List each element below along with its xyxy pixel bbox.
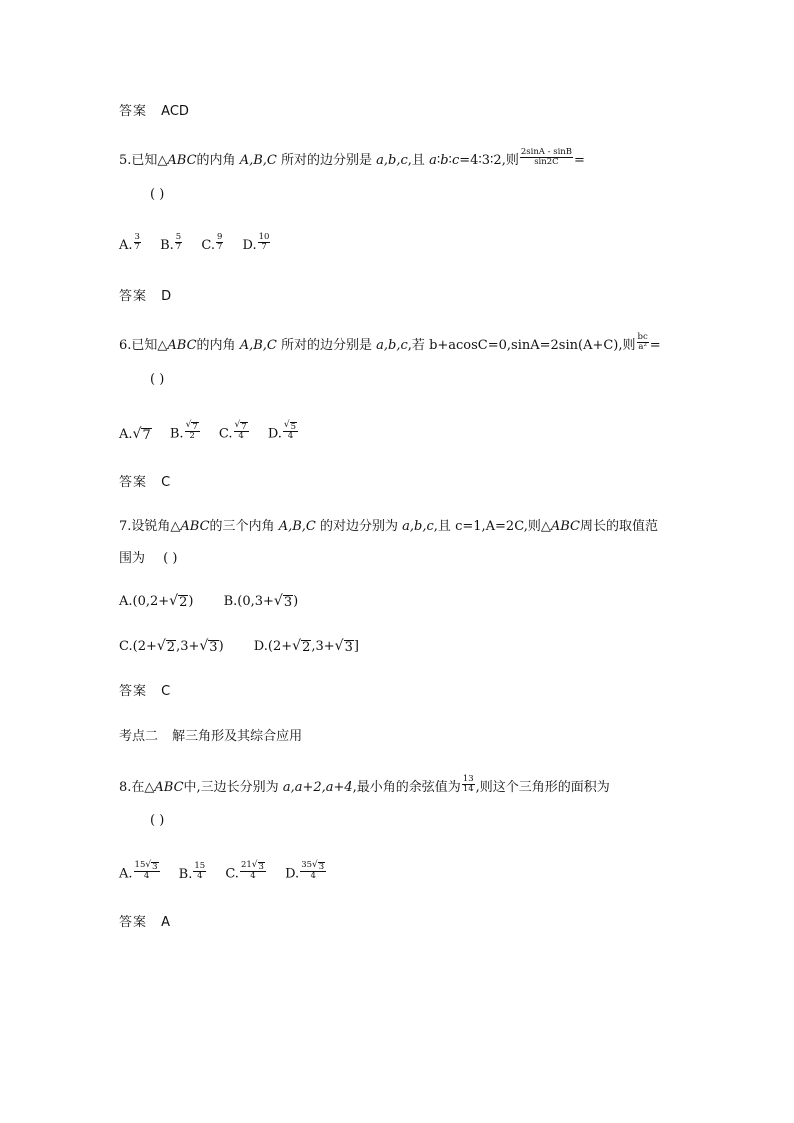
triangle-name: ABC bbox=[180, 519, 210, 534]
radicand: 2 bbox=[179, 595, 188, 610]
fraction-numerator: bc bbox=[637, 332, 648, 342]
option-d bbox=[267, 420, 299, 445]
answer-line-8 bbox=[119, 913, 170, 933]
stem-text: ,则这个三角形的面积为 bbox=[475, 780, 610, 795]
triangle-name: ABC bbox=[550, 519, 580, 534]
option-label: D. bbox=[253, 639, 268, 654]
option-label: B. bbox=[223, 594, 238, 609]
option-b bbox=[224, 592, 299, 612]
answer-value: C bbox=[161, 684, 171, 699]
radicand: 2 bbox=[302, 640, 311, 655]
sqrt-expression bbox=[252, 861, 265, 871]
option-c bbox=[201, 232, 224, 256]
ratio-sep: ∶ bbox=[448, 153, 452, 168]
fraction-numerator: 3 bbox=[134, 232, 140, 242]
stem-text: 所对的边分别是 bbox=[281, 153, 373, 168]
answer-label: 答案 bbox=[119, 104, 148, 119]
option-text: (0,3+ bbox=[237, 594, 274, 609]
fraction-denominator: 4 bbox=[250, 871, 256, 881]
section-subtitle: 解三角形及其综合应用 bbox=[172, 729, 303, 744]
fraction-expression bbox=[462, 775, 475, 794]
option-text: (2+ bbox=[267, 639, 293, 654]
stem-text: 的内角 bbox=[196, 338, 236, 353]
fraction-numerator: 2sinA - sinB bbox=[520, 147, 573, 157]
stem-text: 已知△ bbox=[131, 338, 168, 353]
ratio-values: =4∶3∶2,则 bbox=[459, 153, 519, 168]
radical-icon: √ bbox=[156, 638, 166, 654]
option-fraction bbox=[185, 421, 200, 441]
coefficient: 21 bbox=[240, 860, 252, 870]
fraction-denominator: 4 bbox=[197, 870, 203, 881]
fraction-denominator: 4 bbox=[310, 871, 316, 881]
option-fraction bbox=[175, 233, 182, 252]
radicand: 3 bbox=[344, 640, 353, 655]
option-label: A. bbox=[119, 866, 133, 882]
question-number: 7. bbox=[119, 519, 132, 534]
option-fraction bbox=[216, 233, 223, 252]
radicand: 3 bbox=[283, 595, 293, 610]
option-a bbox=[119, 592, 193, 612]
fraction-denominator: 2 bbox=[189, 431, 195, 441]
option-fraction bbox=[134, 233, 141, 252]
section-heading bbox=[119, 727, 302, 747]
sides: a,b,c bbox=[376, 338, 408, 353]
radical-icon: √ bbox=[292, 638, 302, 654]
radicand: 5 bbox=[290, 422, 297, 432]
option-text: ,3+ bbox=[176, 639, 200, 654]
angles: A,B,C bbox=[278, 519, 316, 534]
option-label: B. bbox=[178, 866, 193, 882]
radical-icon: √ bbox=[273, 593, 283, 609]
sqrt-expression bbox=[292, 639, 311, 654]
option-fraction bbox=[234, 421, 249, 441]
section-title: 考点二 bbox=[119, 729, 159, 744]
sqrt-expression bbox=[145, 861, 158, 871]
option-label: C. bbox=[225, 866, 239, 882]
condition: c=1,A=2C bbox=[455, 519, 524, 534]
answer-line-5 bbox=[119, 287, 171, 307]
option-label: B. bbox=[160, 238, 174, 253]
option-d bbox=[254, 637, 359, 657]
stem-text: ,则 bbox=[618, 338, 636, 353]
radical-icon: √ bbox=[169, 593, 179, 609]
radical-icon: √ bbox=[199, 638, 209, 654]
question-8-stem bbox=[119, 774, 610, 798]
answer-label: 答案 bbox=[119, 475, 148, 490]
question-7-options-row1 bbox=[119, 592, 312, 612]
answer-value: A bbox=[161, 915, 171, 930]
coefficient: 15 bbox=[134, 860, 146, 870]
sqrt-expression bbox=[284, 421, 297, 431]
question-6-stem bbox=[119, 332, 661, 356]
option-fraction bbox=[240, 861, 266, 881]
option-fraction bbox=[134, 861, 160, 881]
option-d bbox=[285, 860, 327, 885]
question-6-options bbox=[119, 420, 313, 445]
option-label: C. bbox=[218, 426, 233, 442]
stem-text: 的对边分别为 bbox=[320, 519, 399, 534]
stem-text: 已知△ bbox=[131, 153, 168, 168]
stem-text: ,且 bbox=[433, 519, 451, 534]
radicand: 3 bbox=[318, 862, 325, 872]
sqrt-expression bbox=[133, 427, 152, 442]
fraction-denominator: a² bbox=[638, 342, 647, 352]
answer-blank: ( ) bbox=[163, 551, 178, 566]
sides: a,a+2,a+4 bbox=[282, 780, 353, 795]
question-7-stem-line2 bbox=[119, 549, 177, 569]
question-7-options-row2 bbox=[119, 637, 373, 657]
stem-text: ,且 bbox=[407, 153, 425, 168]
radical-icon: √ bbox=[234, 420, 241, 430]
ratio-a: a bbox=[429, 153, 437, 168]
fraction-numerator: 15 bbox=[194, 860, 206, 871]
question-5-stem bbox=[119, 147, 585, 171]
fraction-denominator: 4 bbox=[287, 431, 294, 441]
option-label: A. bbox=[119, 426, 133, 442]
option-text: ,3+ bbox=[311, 639, 335, 654]
question-8-options bbox=[119, 860, 341, 885]
option-a bbox=[119, 860, 161, 885]
radical-icon: √ bbox=[185, 420, 192, 430]
sqrt-expression bbox=[199, 639, 218, 654]
fraction-denominator: 14 bbox=[462, 784, 474, 794]
option-fraction bbox=[300, 861, 326, 881]
radicand: 3 bbox=[258, 862, 264, 872]
option-fraction bbox=[193, 862, 206, 881]
sqrt-expression bbox=[186, 421, 199, 431]
answer-blank: ( ) bbox=[150, 372, 165, 387]
radical-icon: √ bbox=[283, 420, 290, 430]
radical-icon: √ bbox=[132, 425, 142, 442]
triangle-name: ABC bbox=[167, 153, 197, 168]
stem-text: 的三个内角 bbox=[209, 519, 275, 534]
radicand: 3 bbox=[209, 640, 218, 655]
answer-label: 答案 bbox=[119, 289, 148, 304]
stem-text: 所对的边分别是 bbox=[281, 338, 373, 353]
option-text: ) bbox=[218, 639, 224, 654]
fraction-denominator: 7 bbox=[261, 242, 267, 252]
triangle-name: ABC bbox=[167, 338, 197, 353]
answer-line-6 bbox=[119, 473, 170, 493]
stem-text: ,则△ bbox=[523, 519, 551, 534]
sqrt-expression bbox=[274, 594, 293, 609]
question-number: 6. bbox=[119, 338, 132, 353]
angles: A,B,C bbox=[239, 153, 277, 168]
option-label: D. bbox=[285, 866, 300, 882]
fraction-denominator: 7 bbox=[175, 242, 182, 252]
option-fraction bbox=[258, 233, 271, 252]
stem-text: ,最小角的余弦值为 bbox=[352, 780, 461, 795]
answer-value: C bbox=[161, 475, 171, 490]
answer-line-4 bbox=[119, 102, 189, 122]
condition: b+acosC=0,sinA=2sin(A+C) bbox=[429, 338, 619, 353]
option-fraction bbox=[283, 421, 298, 441]
option-text: ) bbox=[188, 594, 194, 609]
option-text: ) bbox=[293, 594, 299, 609]
option-c bbox=[225, 860, 267, 885]
equals-sign: = bbox=[574, 153, 585, 168]
answer-blank: ( ) bbox=[150, 187, 165, 202]
fraction-denominator: 7 bbox=[134, 242, 140, 252]
option-a bbox=[119, 232, 142, 256]
stem-text: 的内角 bbox=[196, 153, 236, 168]
option-c bbox=[218, 420, 250, 445]
fraction-denominator: 7 bbox=[216, 242, 223, 252]
fraction-denominator: 4 bbox=[238, 431, 244, 441]
stem-text: 中,三边长分别为 bbox=[183, 780, 279, 795]
option-b bbox=[160, 232, 183, 256]
radicand: 7 bbox=[241, 422, 247, 432]
fraction-numerator: 10 bbox=[258, 232, 270, 242]
answer-value: ACD bbox=[161, 104, 189, 119]
option-label: A. bbox=[119, 238, 133, 253]
sides: a,b,c bbox=[376, 153, 408, 168]
sqrt-expression bbox=[157, 639, 176, 654]
option-label: C. bbox=[201, 238, 215, 253]
fraction-expression bbox=[520, 148, 573, 167]
sqrt-expression bbox=[235, 421, 248, 431]
angles: A,B,C bbox=[239, 338, 277, 353]
sqrt-expression bbox=[335, 639, 354, 654]
radical-icon: √ bbox=[334, 638, 344, 654]
fraction-numerator: 13 bbox=[462, 774, 474, 784]
option-c bbox=[119, 637, 224, 657]
option-label: A. bbox=[119, 594, 133, 609]
option-text: ] bbox=[353, 639, 359, 654]
option-d bbox=[242, 232, 272, 256]
fraction-expression bbox=[637, 333, 649, 352]
equals-sign: = bbox=[649, 338, 661, 353]
stem-text: 设锐角△ bbox=[131, 519, 181, 534]
stem-text: 围为 bbox=[119, 551, 146, 566]
option-a bbox=[119, 425, 152, 445]
fraction-numerator: 5 bbox=[175, 232, 182, 242]
ratio-b: b bbox=[440, 153, 449, 168]
radical-icon: √ bbox=[145, 860, 152, 870]
sides: a,b,c bbox=[402, 519, 434, 534]
radicand: 7 bbox=[192, 422, 198, 432]
radicand: 2 bbox=[166, 640, 176, 655]
answer-line-7 bbox=[119, 682, 170, 702]
fraction-numerator: 9 bbox=[216, 232, 223, 242]
ratio-sep: ∶ bbox=[436, 153, 441, 168]
stem-text: 在△ bbox=[131, 780, 155, 795]
ratio-c: c bbox=[451, 153, 460, 168]
radical-icon: √ bbox=[312, 860, 318, 870]
question-7-stem bbox=[119, 517, 658, 537]
coefficient: 35 bbox=[301, 860, 313, 870]
radical-icon: √ bbox=[251, 860, 258, 870]
sqrt-expression bbox=[312, 861, 325, 871]
stem-text: ,若 bbox=[407, 338, 425, 353]
triangle-name: ABC bbox=[154, 780, 184, 795]
option-label: D. bbox=[267, 426, 282, 442]
answer-blank: ( ) bbox=[150, 813, 165, 828]
option-text: (0,2+ bbox=[132, 594, 170, 609]
question-number: 5. bbox=[119, 153, 132, 168]
option-b bbox=[178, 860, 208, 885]
answer-value: D bbox=[161, 289, 172, 304]
sqrt-expression bbox=[169, 594, 188, 609]
option-text: (2+ bbox=[132, 639, 157, 654]
answer-label: 答案 bbox=[119, 915, 148, 930]
option-label: D. bbox=[242, 238, 257, 253]
option-label: C. bbox=[119, 639, 133, 654]
option-label: B. bbox=[169, 426, 184, 442]
stem-text: 周长的取值范 bbox=[579, 519, 658, 534]
question-number: 8. bbox=[119, 780, 132, 795]
fraction-denominator: sin2C bbox=[534, 157, 559, 167]
radicand: 3 bbox=[152, 862, 158, 872]
fraction-denominator: 4 bbox=[143, 871, 150, 881]
answer-label: 答案 bbox=[119, 684, 148, 699]
question-5-options bbox=[119, 232, 285, 256]
radicand: 7 bbox=[142, 427, 151, 443]
option-b bbox=[169, 420, 201, 445]
